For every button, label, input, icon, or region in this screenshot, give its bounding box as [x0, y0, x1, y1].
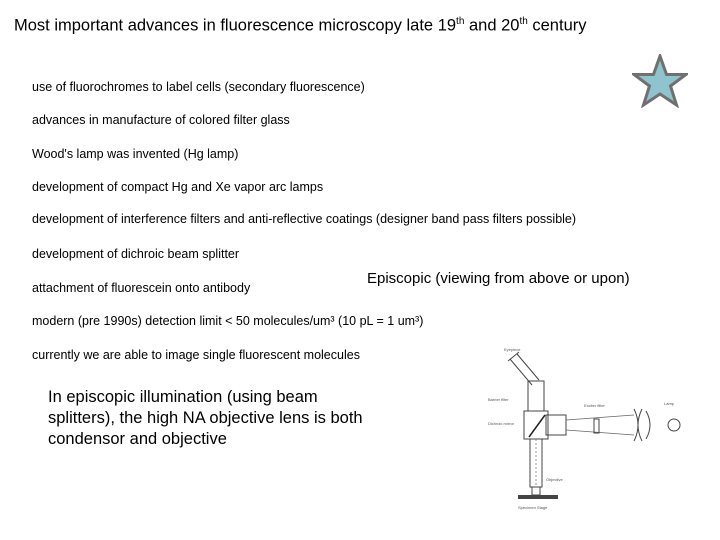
light-path — [536, 415, 634, 485]
label-objective: Objective — [546, 477, 563, 482]
slide-title — [14, 16, 587, 36]
bullet-item: development of interference filters and anti-reflective coatings (designer band pass filters possible) — [32, 212, 577, 226]
lamp-lenses — [634, 409, 650, 441]
star-icon[interactable] — [632, 54, 688, 108]
bullet-item: use of fluorochromes to label cells (secondary fluorescence) — [32, 80, 365, 94]
label-exciter-filter: Exciter filter — [584, 403, 605, 408]
title-superscript-2: th — [519, 16, 528, 27]
bullet-item: Wood's lamp was invented (Hg lamp) — [32, 147, 239, 161]
star-shape — [634, 56, 686, 105]
exciter-filter — [594, 419, 599, 433]
lamp-bulb — [668, 419, 680, 431]
label-eyepiece: Eyepiece — [504, 347, 521, 352]
bullet-item: attachment of fluorescein onto antibody — [32, 281, 251, 295]
dichroic-mirror-line — [529, 415, 545, 437]
title-mid-text: and 20 — [464, 16, 520, 35]
title-end-text: century — [527, 16, 587, 35]
title-superscript-1: th — [456, 16, 465, 27]
episcopic-heading: Episcopic (viewing from above or upon) — [367, 270, 630, 287]
label-specimen-stage: Specimen Stage — [518, 505, 548, 510]
microscope-diagram — [484, 345, 690, 515]
title-main-text: Most important advances in fluorescence microscopy late 19 — [14, 16, 457, 35]
filter-cube-housing — [546, 415, 566, 435]
label-barrier-filter: Barrier filter — [488, 397, 509, 402]
label-lamp: Lamp — [664, 401, 675, 406]
bullet-item: advances in manufacture of colored filter glass — [32, 113, 290, 127]
specimen-stage-plate — [518, 495, 558, 499]
label-dichroic-mirror: Dichroic mirror — [488, 421, 514, 426]
episcopic-note: In episcopic illumination (using beam splitters), the high NA objective lens is both condensor and objective — [48, 388, 363, 448]
eyepiece-tube — [508, 352, 539, 385]
bullet-item: development of compact Hg and Xe vapor arc lamps — [32, 180, 324, 194]
bullet-item: modern (pre 1990s) detection limit < 50 molecules/um³ (10 pL = 1 um³) — [32, 314, 424, 328]
bullet-item: development of dichroic beam splitter — [32, 247, 240, 261]
bullet-item: currently we are able to image single fluorescent molecules — [32, 348, 360, 362]
microscope-body — [524, 381, 548, 495]
